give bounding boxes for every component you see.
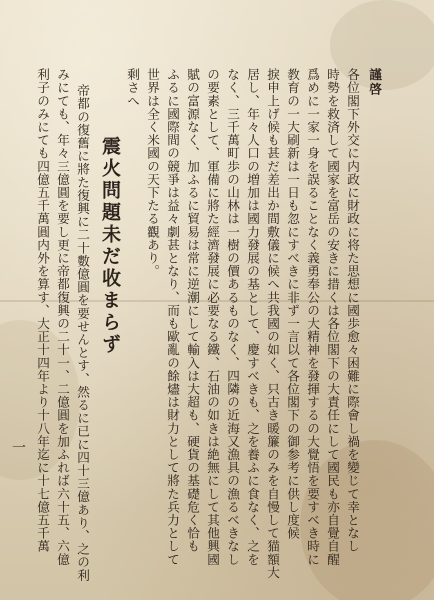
body-line: 爲めに一家一身を誤ることなく義勇奉公の大精神を發揮するの大覺悟を要すべき時に xyxy=(305,68,320,566)
body-line: 捩申上げ候も甚だ差出か間敷儀に候へ共我國の如く、只古き暖簾のみを自慢して猫額大 xyxy=(265,68,280,579)
body-line: なく、三千萬町歩の山林は一樹の價あるものなく、四隣の近海又漁具の漁るべきなし xyxy=(225,68,240,566)
body-line: 時勢を救済して國家を富岳の安きに措くは各位閣下の大責任にして國民も亦自覺自醒 xyxy=(325,68,340,566)
body-line: 教育の一大刷新は一日も忽にすべきに非ず一言以て各位閣下の御参考に供し度候 xyxy=(285,68,300,540)
section-heading: 震火問題未だ收まらず xyxy=(99,136,121,356)
body-line: 利子のみにても四億五千萬圓内外を算す、大正十四年より十八年迄に十七億五千萬 xyxy=(35,68,50,553)
body-line: 居し、年々人口の増加は國力發展の基として、慶すべきも、之を養ふに食なく、之を xyxy=(245,68,260,566)
body-line: 剩さへ xyxy=(125,68,140,108)
body-line: 帝都の復舊に將た復興に二十數億圓を要せんとす、然るに已に四十三億あり、之の利 xyxy=(75,84,90,582)
salutation: 謹啓 xyxy=(367,68,382,98)
body-line: 賦の富源なく、加ふるに貿易は常に逆潮にして輸入は大超も、硬貨の基礎危く恰も xyxy=(185,68,200,553)
body-line: ふるに國際間の競爭は益々劇甚となり、而も歐亂の餘燼は財力として將た兵力として xyxy=(165,68,180,566)
body-line: みにても、年々三億圓を要し更に帝都復興の二十一、二億圓を加ふれば六十五、六億 xyxy=(55,68,70,566)
body-line: 世界は全く米國の天下たる觀あり。 xyxy=(145,68,160,278)
body-line: 各位閣下外交に内政に財政に将た思想に國歩愈々困難に際會し禍を變じて幸となし xyxy=(345,68,360,553)
body-line: の要素として、軍備に將た經濟發展に必要なる鐵、石油の如きは絶無にして其他興國 xyxy=(205,68,220,566)
page-number: 一 xyxy=(10,440,26,455)
